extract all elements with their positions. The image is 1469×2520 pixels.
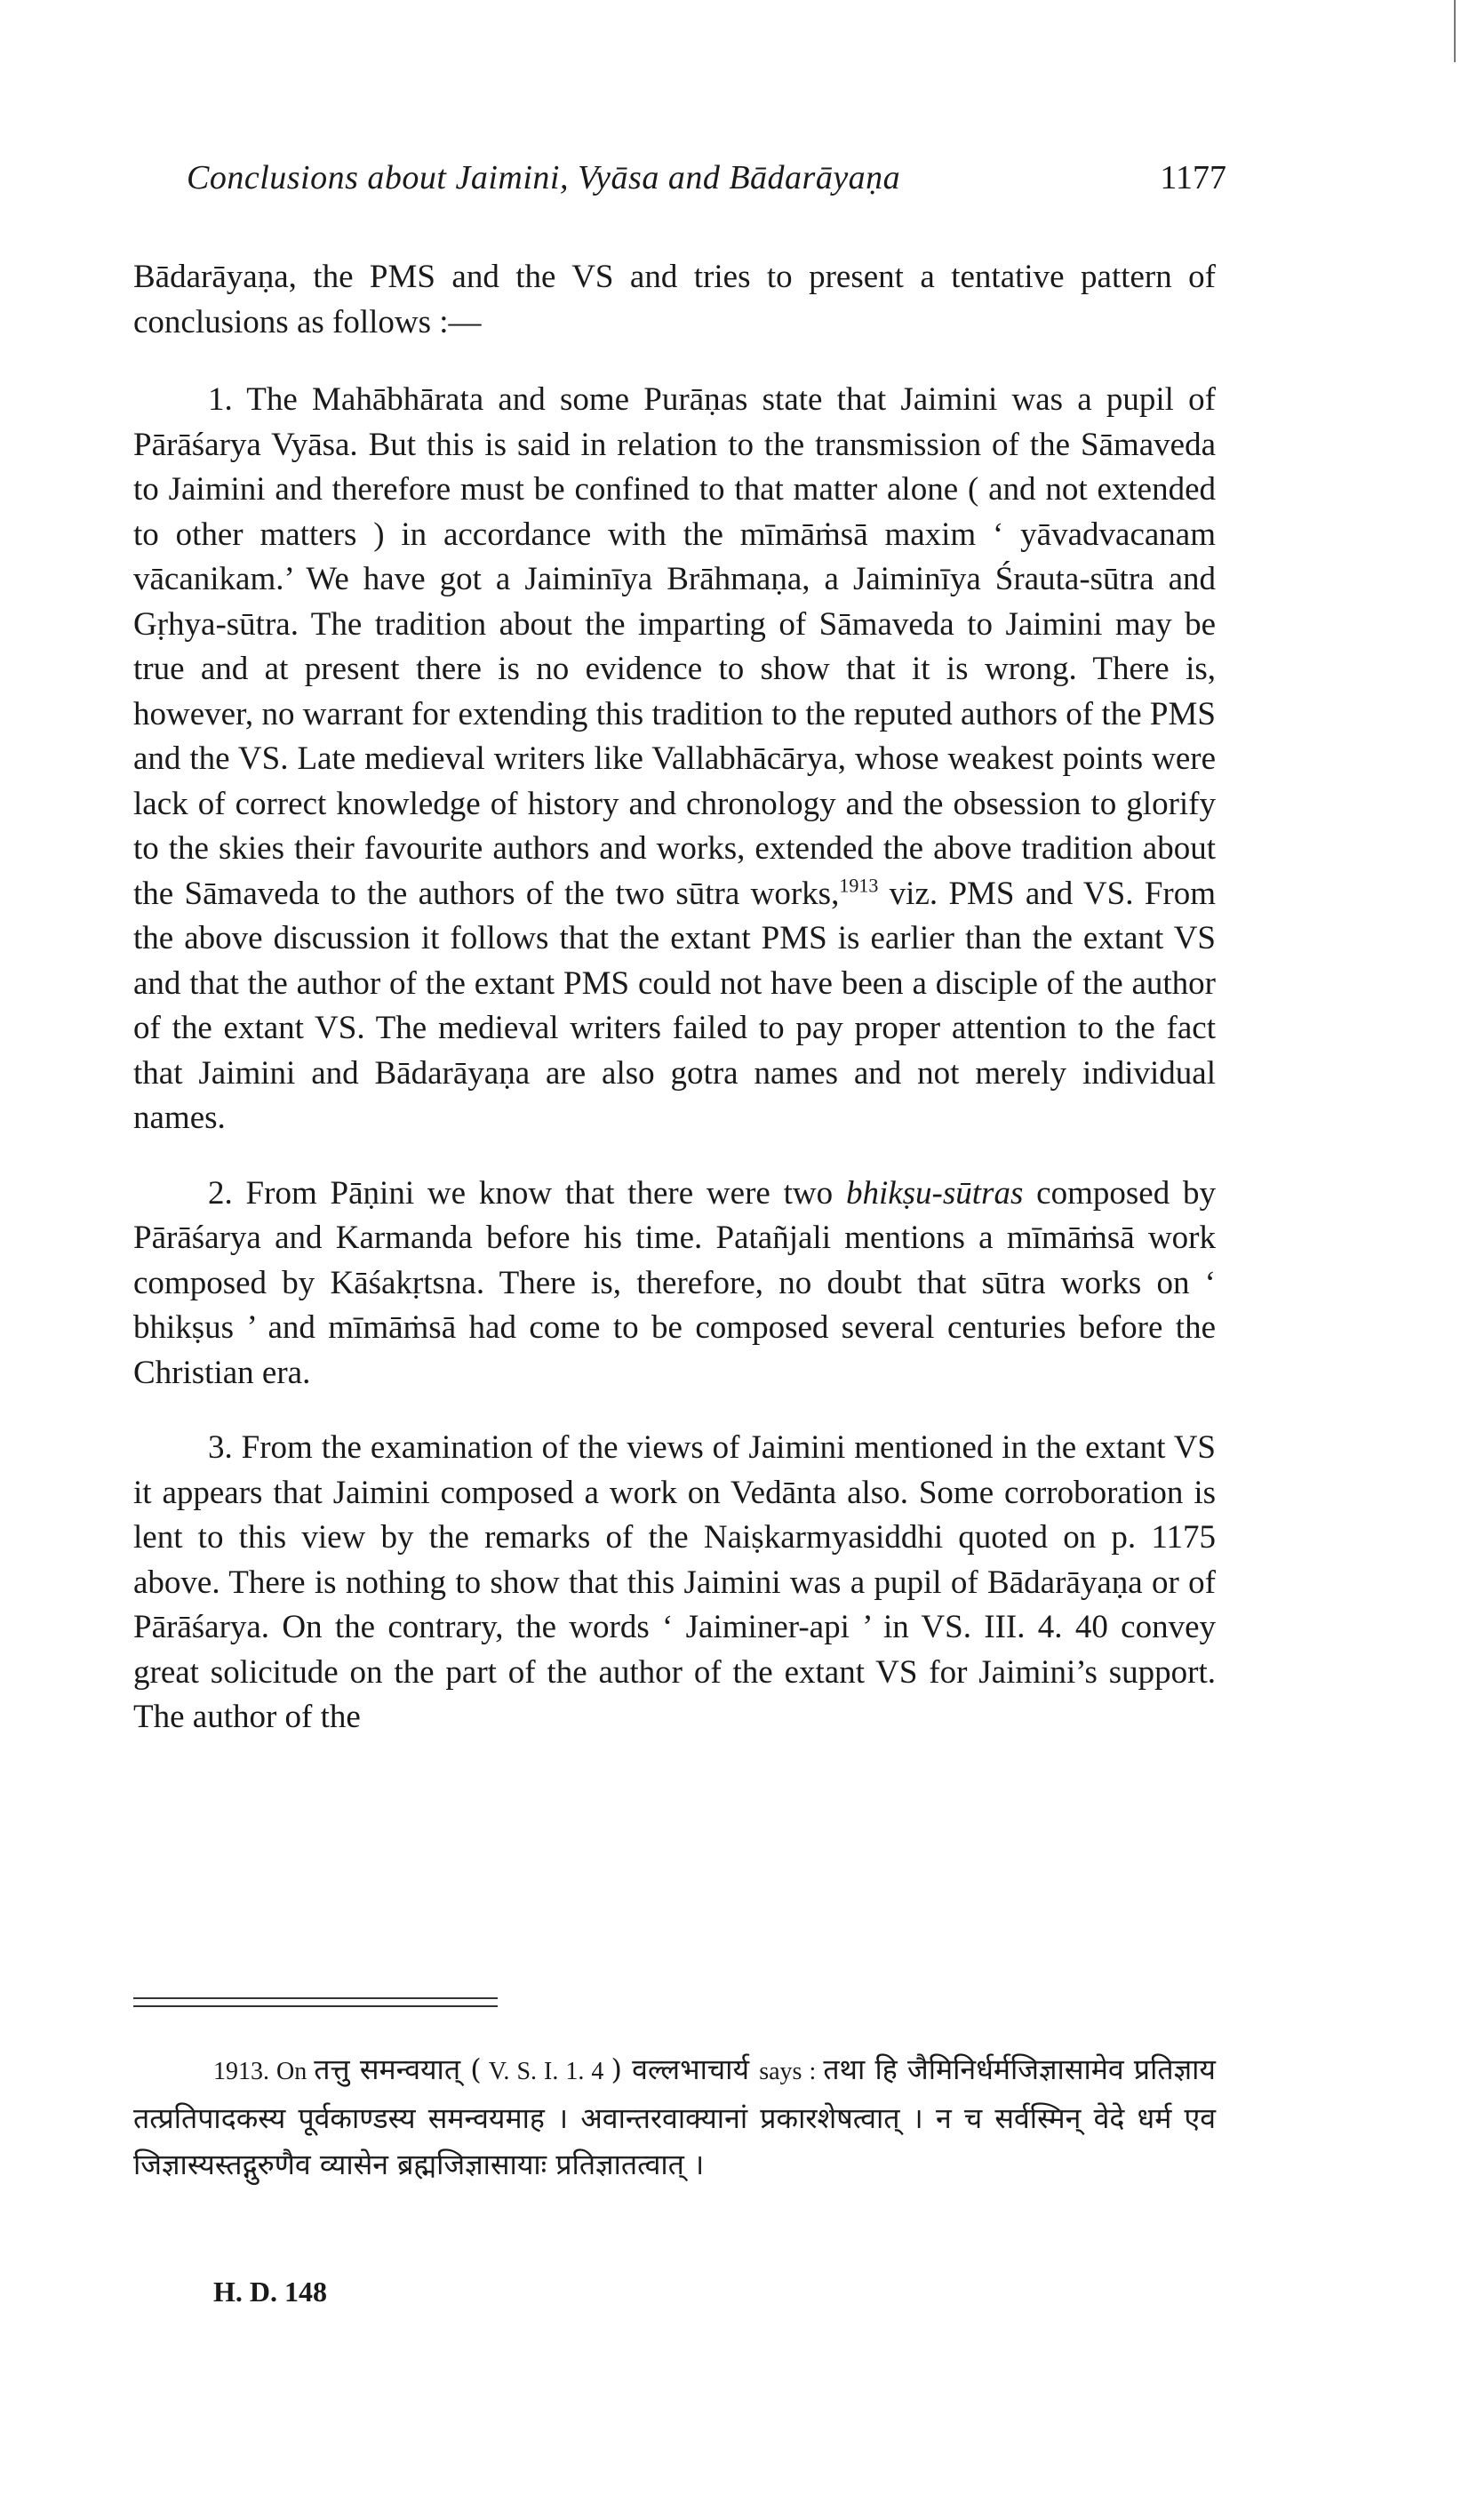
page-number: 1177 [1160, 159, 1226, 196]
running-title: Conclusions about Jaimini, Vyāsa and Bādarāyaṇa [187, 159, 901, 196]
paragraph-2-italic-term: bhikṣu-sūtras [845, 1174, 1024, 1212]
footnote-sanskrit-1: तत्तु समन्वयात् ( [314, 2052, 482, 2086]
paragraph-1-text-a: 1. The Mahābhārata and some Purāṇas state that Jaimini was a pupil of Pārāśarya Vyāsa. But this is said in relation to the transmission of the Sāmaveda to Jaimini and therefore must be confined to that matter alone ( and not extended to other matters ) in accordance with the mīmāṁsā maxim ‘ yāvadvacanam vācanikam.’ We have got a Jaiminīya Brāhmaṇa, a Jaiminīya Śrauta-sūtra and Gṛhya-sūtra. The tradition about the imparting of Sāmaveda to Jaimini may be true and at present there is no evidence to show that it is wrong. There is, however, no warrant for extending this tradition to the reputed authors of the PMS and the VS. Late medieval writers like Vallabhācārya, whose weakest points were lack of correct knowledge of history and chronology and the obsession to glorify to the skies their favourite authors and works, extended the above tradition about the Sāmaveda to the authors of the two sūtra works, [133, 381, 1216, 912]
footnote-sanskrit-3: तथा हि जैमिनिर्धर्मजिज्ञासामेव प्रतिज्ञाय तत्प्रतिपादकस्य पूर्वकाण्डस्य समन्वयमाह । अवान्तरवाक्यानां प्रकारशेषत्वात् । न च सर्वस्मिन् वेदे धर्म एव जिज्ञास्यस्तद्गुरुणैव व्यासेन ब्रह्मजिज्ञासायाः प्रतिज्ञातत्वात् । [133, 2052, 1216, 2181]
footnote-sanskrit-2: ) वल्लभाचार्य [611, 2052, 760, 2086]
intro-paragraph: Bādarāyaṇa, the PMS and the VS and tries to present a tentative pattern of conclusions as follows :— [133, 259, 1216, 340]
footnote-paragraph [133, 2046, 1216, 2188]
footnote [133, 2046, 1216, 2188]
paragraph-2-text-b: composed by Pārāśarya and Karmanda before his time. Patañjali mentions a mīmāṁsā work composed by Kāśakṛtsna. There is, therefore, no doubt that sūtra works on ‘ bhikṣus ’ and mīmāṁsā had come to be composed several centuries before the Christian era. [133, 1174, 1216, 1391]
scan-edge-line [1454, 0, 1456, 62]
page-header [133, 158, 1226, 212]
footnote-rule-top [133, 1997, 498, 1999]
paragraph-2 [133, 1172, 1216, 1396]
footnote-on: On [269, 2058, 315, 2085]
paragraph-3: 3. From the examination of the views of Jaimini mentioned in the extant VS it appears that Jaimini composed a work on Vedānta also. Some corroboration is lent to this view by the remarks of the Naiṣkarmyasiddhi quoted on p. 1175 above. There is nothing to show that this Jaimini was a pupil of Bādarāyaṇa or of Pārāśarya. On the contrary, the words ‘ Jaiminer-api ’ in VS. III. 4. 40 convey great solicitude on the part of the author of the extant VS for Jaimini’s support. The author of the [133, 1429, 1216, 1735]
main-text [133, 255, 1216, 1740]
footnote-reference-vs: V. S. I. 1. 4 [481, 2058, 611, 2085]
paragraph-1-text-b: viz. PMS and VS. From the above discussion it follows that the extant PMS is earlier than the extant VS and that the author of the extant PMS could not have been a disciple of the author of the extant VS. The medieval writers failed to pay proper attention to the fact that Jaimini and Bādarāyaṇa are also gotra names and not merely individual names. [133, 875, 1216, 1136]
footnote-reference: 1913 [839, 874, 879, 897]
footnote-rule-bottom [133, 2005, 498, 2007]
footnote-says: says : [759, 2058, 824, 2085]
paragraph-2-text-a: 2. From Pāṇini we know that there were two [208, 1174, 846, 1212]
signature-mark: H. D. 148 [213, 2276, 327, 2308]
footnote-number: 1913. [213, 2058, 269, 2085]
paragraph-1 [133, 378, 1216, 1141]
